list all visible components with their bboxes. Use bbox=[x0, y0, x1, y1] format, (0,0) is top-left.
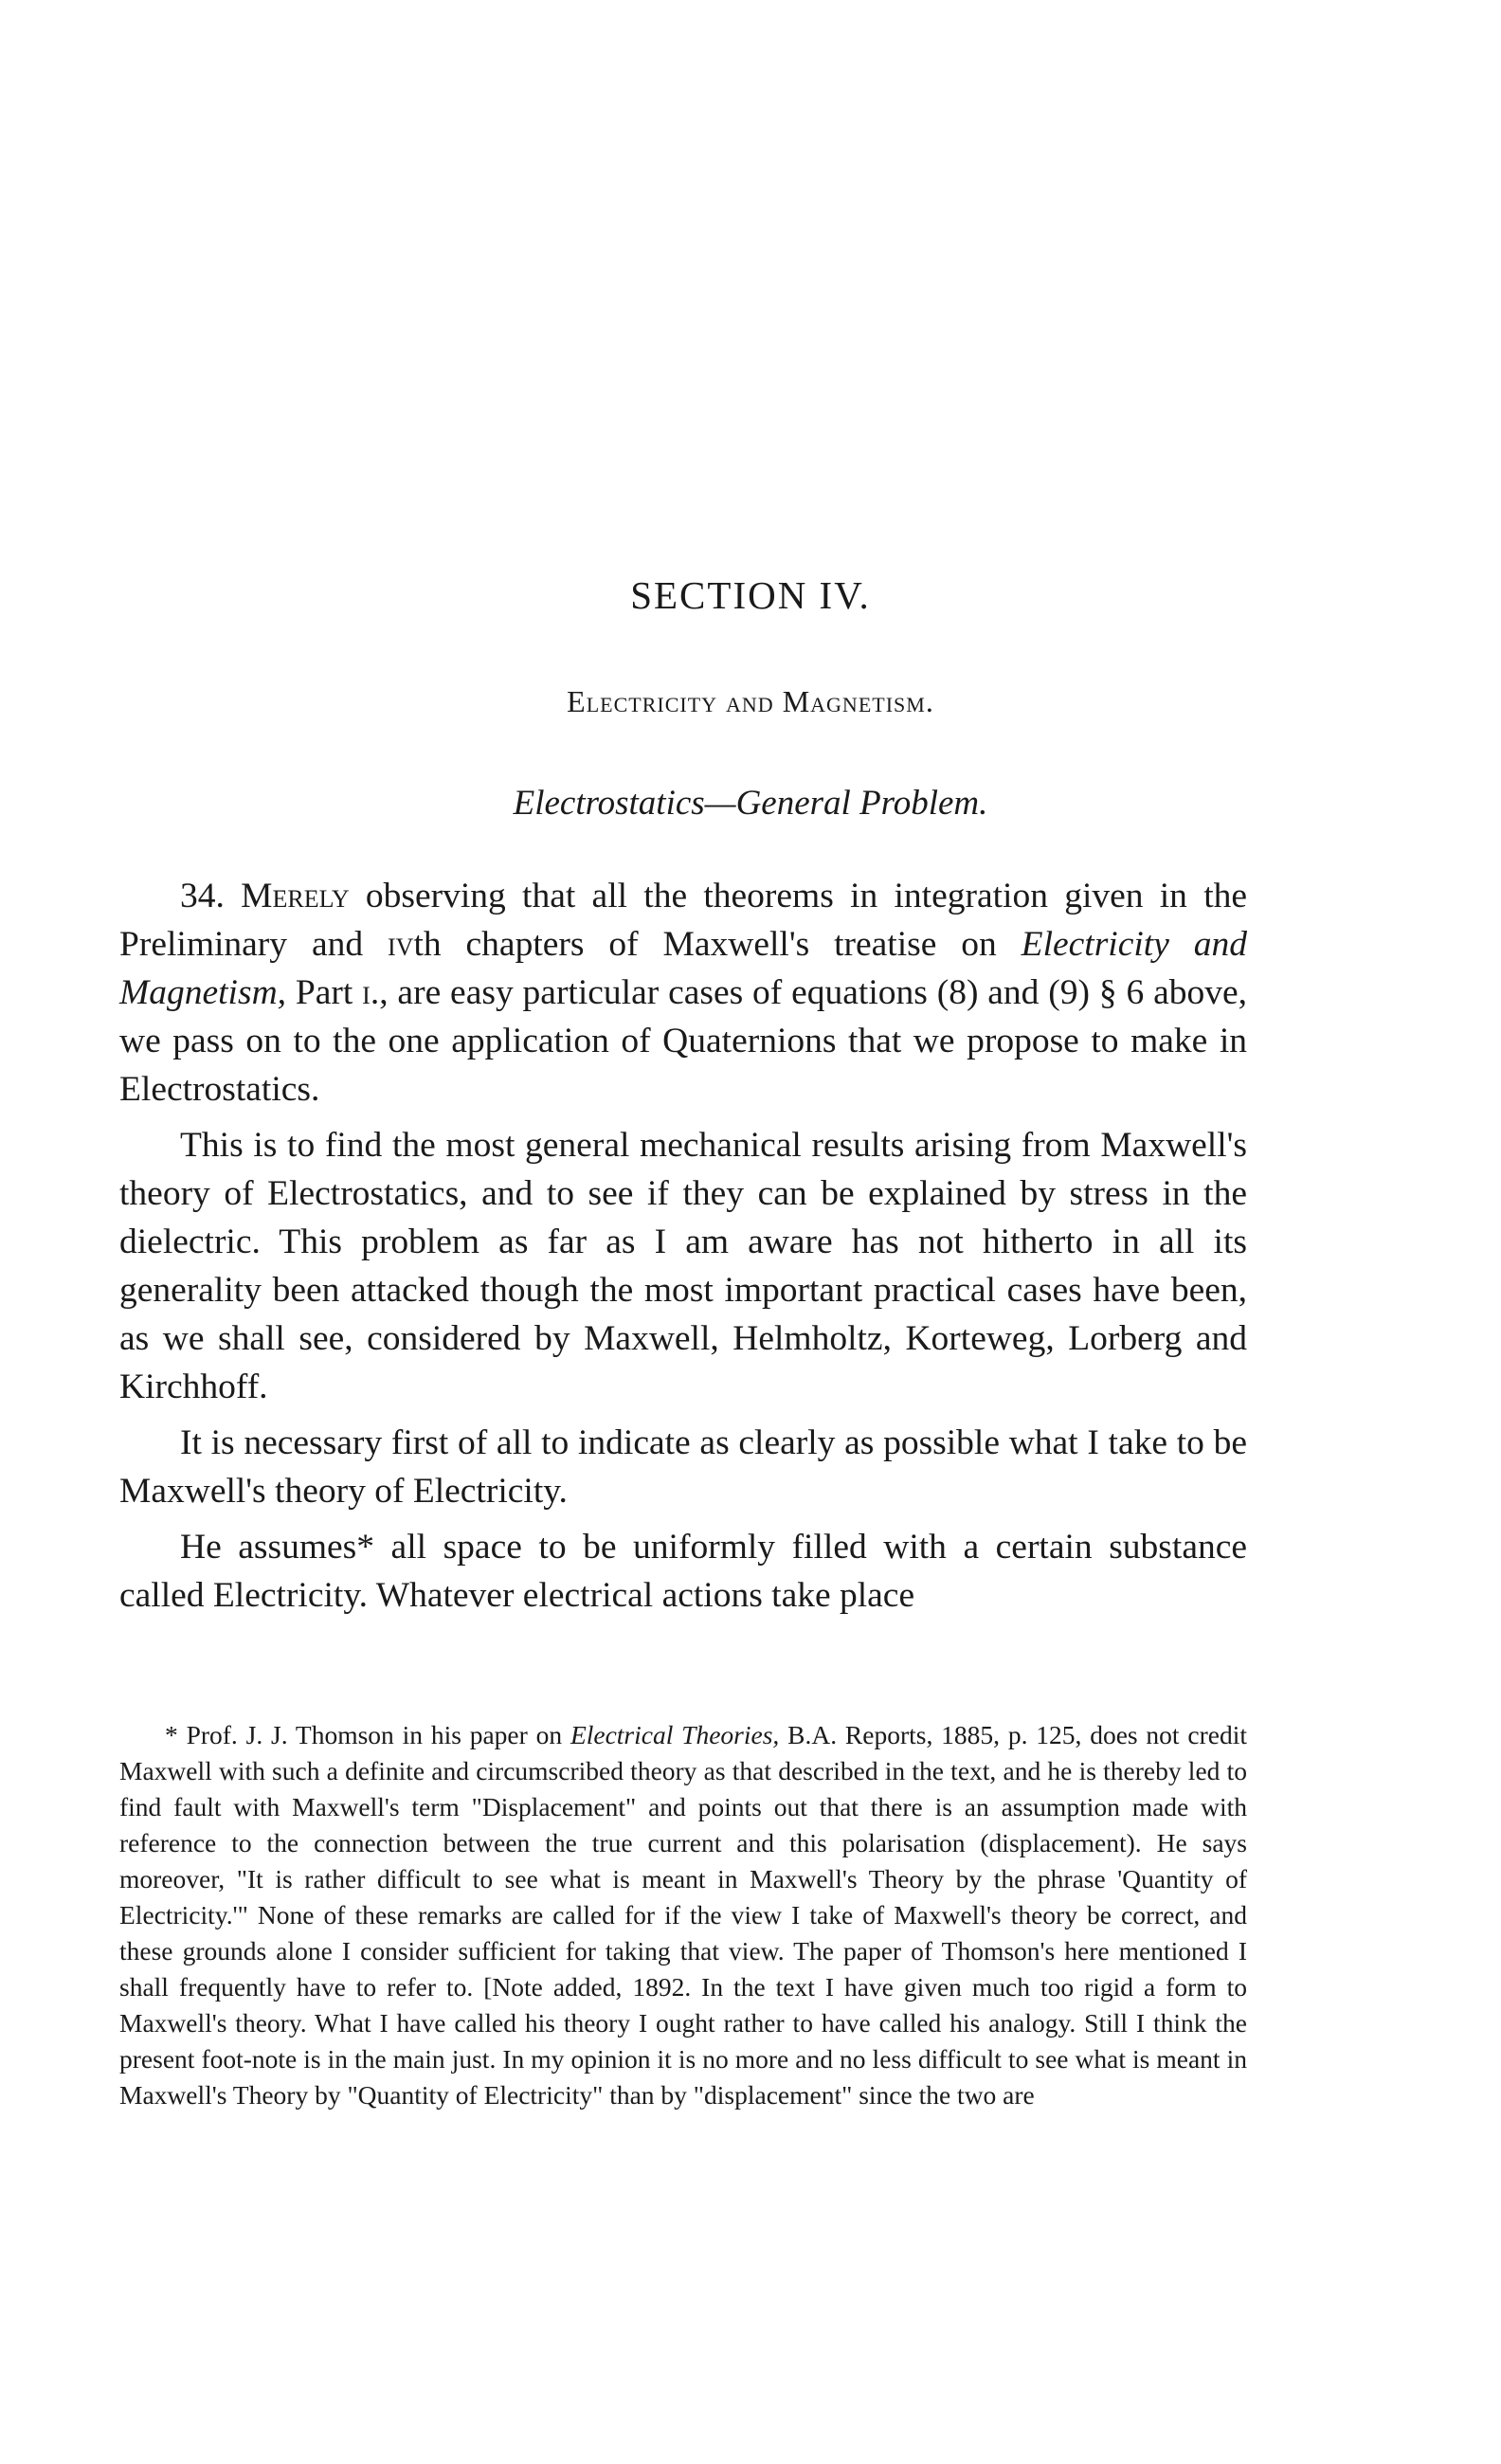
paragraph-number: 34. bbox=[180, 877, 225, 915]
footnote-part: B.A. Reports, 1885, p. 125, does not credit Maxwell with such a definite and circumscribed theory as that described in the text, and he is thereby led to find fault with Maxwell's term "Displacement" and points out that there is an assumption made with reference to the connection between the true current and this polarisation (displacement). He says moreover, "It is rather difficult to see what is meant in Maxwell's Theory by the phrase 'Quantity of Electricity.'" None of these remarks are called for if the view I take of Maxwell's theory be correct, and these grounds alone I consider sufficient for taking that view. The paper of Thomson's here mentioned I shall frequently have to refer to. [Note added, 1892. In the text I have given much too rigid a form to Maxwell's theory. What I have called his theory I ought rather to have called his analogy. Still I think the present foot-note is in the main just. In my opinion it is no more and no less difficult to see what is meant in Maxwell's Theory by "Quantity of Electricity" than by "displacement" since the two are bbox=[119, 1720, 1247, 2110]
footnote-title: Electrical Theories, bbox=[570, 1720, 780, 1749]
paragraph-text: th chapters of Maxwell's treatise on bbox=[413, 925, 1022, 964]
paragraph-text: , are easy particular cases of equations (8) and (9) § 6 above, we pass on to the one application of Quaternions that we propose to make in Electrostatics. bbox=[119, 973, 1247, 1109]
part-number: i. bbox=[362, 973, 380, 1012]
footnote bbox=[119, 1717, 1247, 2113]
section-title: SECTION IV. bbox=[630, 573, 871, 617]
section-subtitle: Electricity and Magnetism. bbox=[567, 684, 934, 718]
paragraph-text: observing that all the theorems in integration given in the Preliminary and bbox=[119, 877, 1248, 964]
lead-word: Merely bbox=[241, 877, 350, 915]
paragraph-text: Part bbox=[286, 973, 363, 1012]
paragraph-2: This is to find the most general mechanical results arising from Maxwell's theory of Electrostatics, and to see if they can be explained by stress in the dielectric. This problem as far as I am aware has not hitherto in all its generality been attacked though the most important practical cases have been, as we shall see, considered by Maxwell, Helmholtz, Korteweg, Lorberg and Kirchhoff. bbox=[119, 1126, 1247, 1406]
paragraph-34 bbox=[119, 872, 1247, 1114]
chapter-roman: iv bbox=[388, 925, 414, 964]
section-heading: Electrostatics—General Problem. bbox=[513, 784, 988, 823]
footnote-text bbox=[119, 1717, 1247, 2113]
book-title: Electricity and Magnetism, bbox=[119, 925, 1248, 1012]
footnote-part: * Prof. J. J. Thomson in his paper on bbox=[165, 1720, 570, 1749]
body-text bbox=[119, 872, 1247, 1627]
paragraph-3: It is necessary first of all to indicate as clearly as possible what I take to be Maxwell's theory of Electricity. bbox=[119, 1423, 1247, 1511]
paragraph-4: He assumes* all space to be uniformly filled with a certain substance called Electricity. Whatever electrical actions take place bbox=[119, 1528, 1247, 1615]
